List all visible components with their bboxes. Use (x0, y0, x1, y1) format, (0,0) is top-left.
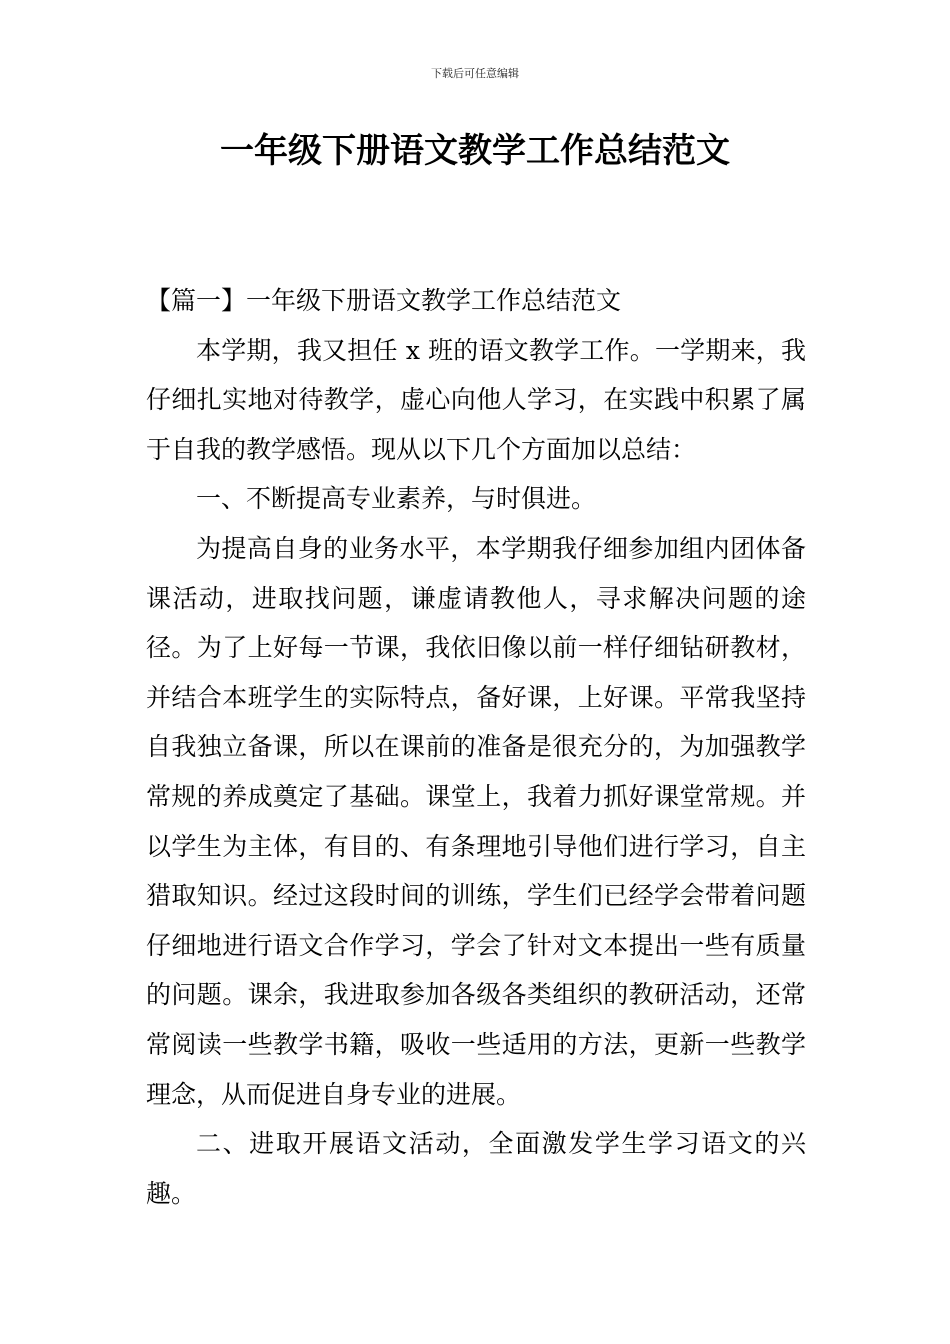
section-heading: 【篇一】一年级下册语文教学工作总结范文 (146, 286, 622, 315)
header-note: 下载后可任意编辑 (431, 67, 519, 80)
paragraph-professional-growth: 为提高自身的业务水平，本学期我仔细参加组内团体备课活动，进取找问题，谦虚请教他人，寻求解决问题的途径。为了上好每一节课，我依旧像以前一样仔细钻研教材，并结合本班学生的实际特点，备好课，上好课。平常我坚持自我独立备课，所以在课前的准备是很充分的，为加强教学常规的养成奠定了基础。课堂上，我着力抓好课堂常规。并以学生为主体，有目的、有条理地引导他们进行学习，自主猎取知识。经过这段时间的训练，学生们已经学会带着问题仔细地进行语文合作学习，学会了针对文本提出一些有质量的问题。课余，我进取参加各级各类组织的教研活动，还常常阅读一些教学书籍，吸收一些适用的方法，更新一些教学理念，从而促进自身专业的进展。 (146, 533, 806, 1109)
document-title: 一年级下册语文教学工作总结范文 (220, 131, 730, 171)
subheading-1: 一、不断提高专业素养，与时俱进。 (196, 484, 597, 514)
document-body (146, 276, 806, 1218)
paragraph-intro: 本学期，我又担任 x 班的语文教学工作。一学期来，我仔细扎实地对待教学，虚心向他人学习，在实践中积累了属于自我的教学感悟。现从以下几个方面加以总结： (146, 335, 806, 464)
subheading-2: 二、进取开展语文活动，全面激发学生学习语文的兴趣。 (146, 1129, 806, 1208)
